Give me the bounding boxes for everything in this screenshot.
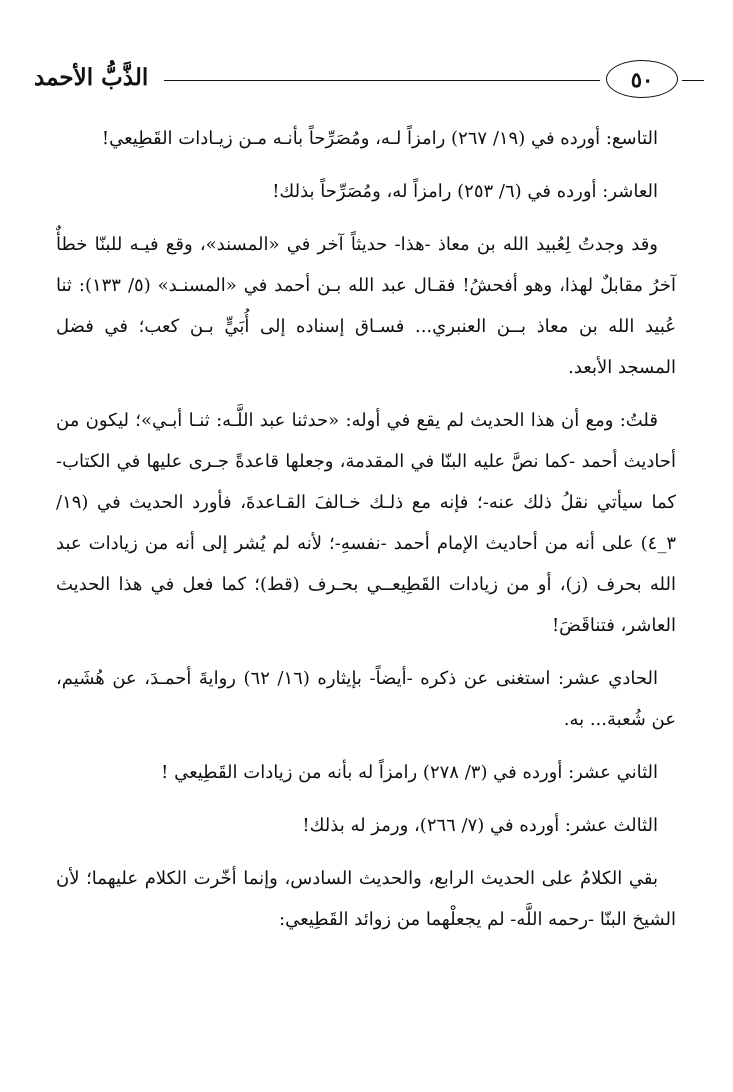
paragraph-another-hadith: وقد وجدتُ لِعُبيد الله بن معاذ -هذا- حديثاً آخر في «المسند»، وقع فيـه للبنّا خطأٌ آخرُ مقابلٌ لهذا، وهو أفحشُ! فقـال عبد الله بـن أحمد في «المسنـد» (٥/ ١٣٣): ثنا عُبيد الله بن معاذ بــن العنبري... فسـاق إسناده إلى أُبَيٍّ بـن كعب؛ في فضل المسجد الأبعد. (56, 234, 676, 378)
paragraph-thirteenth: الثالث عشر: أورده في (٧/ ٢٦٦)، ورمز له بذلك! (302, 815, 658, 836)
page-number: ٥٠ (606, 60, 678, 98)
header-rule-right (682, 80, 704, 81)
page-body (56, 118, 676, 945)
paragraph-tenth: العاشر: أورده في (٦/ ٢٥٣) رامزاً له، ومُصَرِّحاً بذلك! (272, 181, 658, 202)
page-header (28, 58, 706, 104)
running-title: الذَّبُّ الأحمد (30, 64, 164, 91)
paragraph-twelfth: الثاني عشر: أورده في (٣/ ٢٧٨) رامزاً له بأنه من زيادات القَطِيعي ! (161, 762, 658, 783)
paragraph-remaining: بقي الكلامُ على الحديث الرابع، والحديث السادس، وإنما أخّرت الكلام عليهما؛ لأن الشيخ البنّا -رحمه اللَّه- لم يجعلْهما من زوائد القَطِيعي: (56, 868, 676, 930)
paragraph-qultu: قلتُ: ومع أن هذا الحديث لم يقع في أوله: «حدثنا عبد اللَّـه: ثنـا أبـي»؛ ليكون من أحاديث أحمد -كما نصَّ عليه البنّا في المقدمة، وجعلها قاعدةً جـرى عليها في الكتاب-كما سيأتي نقلُ ذلك عنه-؛ فإنه مع ذلـك خـالفَ القـاعدةَ، فأورد الحديث في (١٩/ ٣_٤) على أنه من أحاديث الإمام أحمد -نفسهِ-؛ لأنه لم يُشر إلى أنه من زيادات عبد الله بحرف (ز)، أو من زيادات القَطِيعــي بحـرف (قط)؛ كما فعل في هذا الحديث العاشر، فتناقَضَ! (56, 410, 676, 636)
paragraph-eleventh: الحادي عشر: استغنى عن ذكره -أيضاً- بإيثاره (١٦/ ٦٢) روايةَ أحمـدَ، عن هُشَيم، عن شُعبة... به. (56, 668, 676, 730)
paragraph-ninth: التاسع: أورده في (١٩/ ٢٦٧) رامزاً لـه، ومُصَرِّحاً بأنـه مـن زيـادات القَطِيعي! (101, 128, 658, 149)
